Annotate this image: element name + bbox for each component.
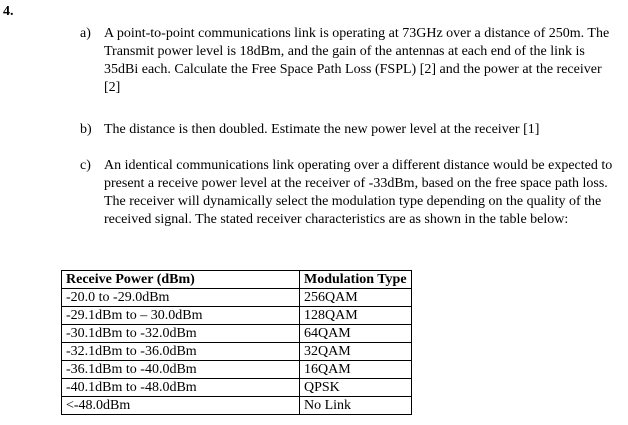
receiver-characteristics-table: [61, 270, 412, 415]
table-row: [62, 361, 412, 379]
question-number: 4.: [3, 4, 14, 19]
header-modulation-type: Modulation Type: [300, 271, 412, 289]
modulation-type-cell: 128QAM: [300, 307, 412, 325]
modulation-type-cell: QPSK: [300, 379, 412, 397]
table-row: [62, 325, 412, 343]
receive-power-cell: -36.1dBm to -40.0dBm: [62, 361, 300, 379]
table-row: [62, 397, 412, 415]
modulation-type-cell: 256QAM: [300, 289, 412, 307]
modulation-type-cell: No Link: [300, 397, 412, 415]
modulation-type-cell: 32QAM: [300, 343, 412, 361]
table-row: [62, 379, 412, 397]
part-b-label: b): [80, 122, 92, 137]
part-b-text: The distance is then doubled. Estimate the new power level at the receiver [1]: [104, 122, 540, 137]
receive-power-cell: -20.0 to -29.0dBm: [62, 289, 300, 307]
part-a-label: a): [80, 26, 91, 41]
part-c-text: An identical communications link operating over a different distance would be expected to present a receive power level at the receiver of -33dBm, based on the free space path loss. The receiver will dynamically select the modulation type depending on the quality of the received signal. The stated receiver characteristics are as shown in the table below:: [104, 158, 613, 227]
table-row: [62, 307, 412, 325]
receive-power-cell: -29.1dBm to – 30.0dBm: [62, 307, 300, 325]
table-row: [62, 289, 412, 307]
receive-power-cell: <-48.0dBm: [62, 397, 300, 415]
receive-power-cell: -40.1dBm to -48.0dBm: [62, 379, 300, 397]
part-a-text: A point-to-point communications link is operating at 73GHz over a distance of 250m. The Transmit power level is 18dBm, and the gain of the antennas at each end of the link is 35dBi each. Calculate the Free Space Path Loss (FSPL) [2] and the power at the receiver [2]: [104, 26, 610, 95]
modulation-type-cell: 64QAM: [300, 325, 412, 343]
table-header-row: [62, 271, 412, 289]
receive-power-cell: -30.1dBm to -32.0dBm: [62, 325, 300, 343]
receive-power-cell: -32.1dBm to -36.0dBm: [62, 343, 300, 361]
part-c-label: c): [80, 158, 91, 173]
modulation-type-cell: 16QAM: [300, 361, 412, 379]
header-receive-power: Receive Power (dBm): [62, 271, 300, 289]
table-row: [62, 343, 412, 361]
